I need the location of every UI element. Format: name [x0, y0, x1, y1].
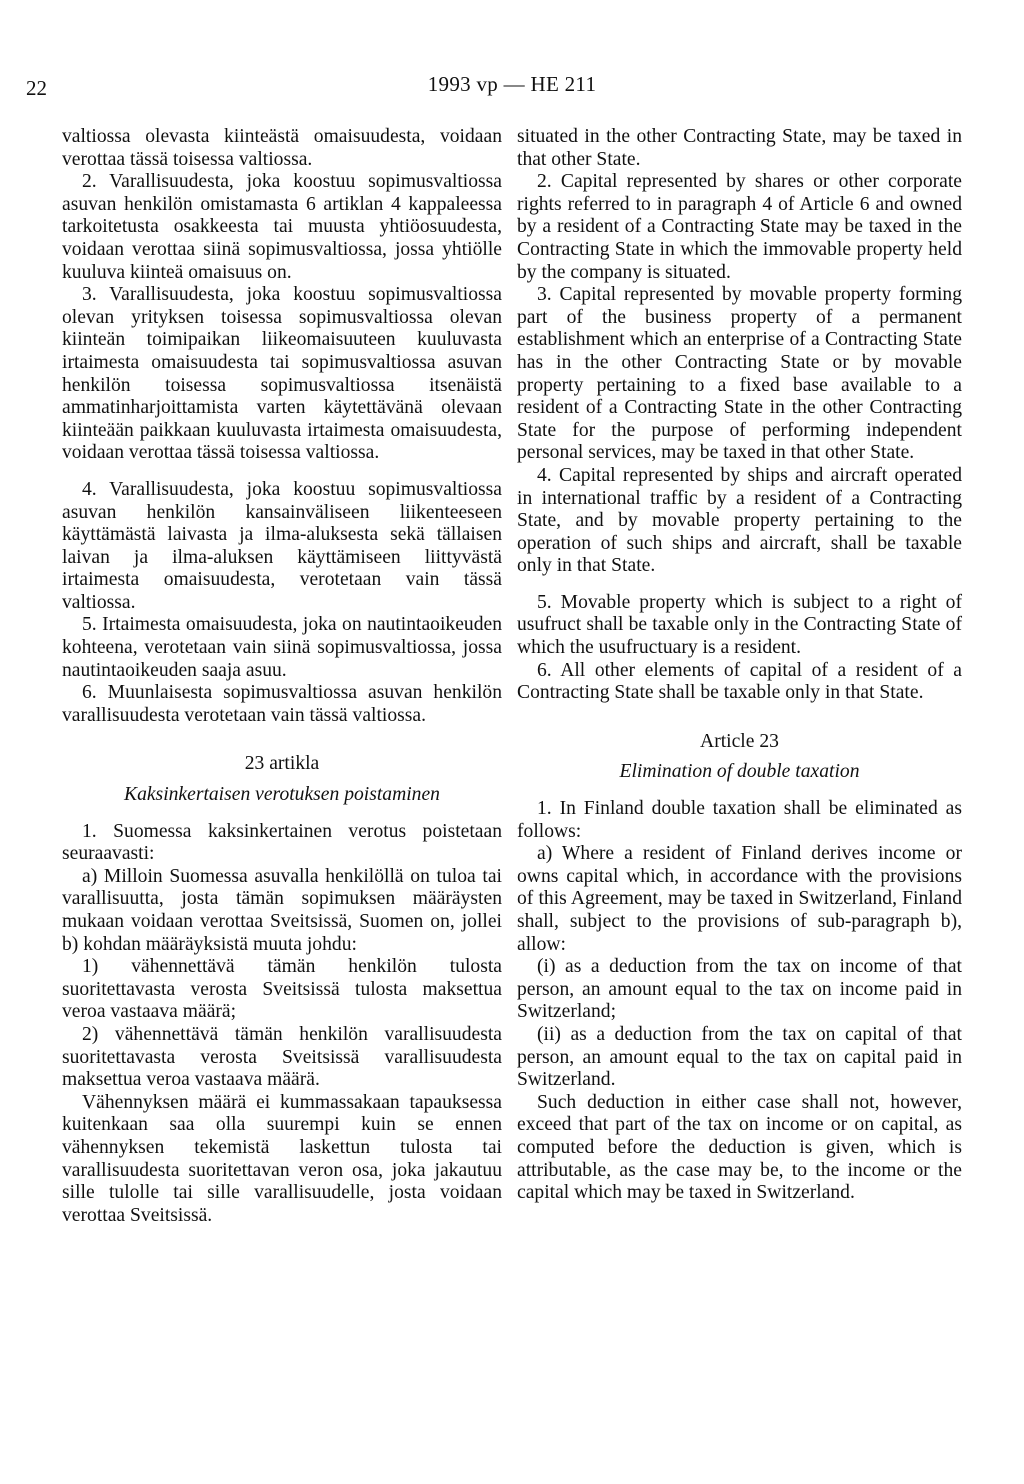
paragraph: (ii) as a deduction from the tax on capital of that person, an amount equal to the tax on capital paid in Switzerland.	[517, 1023, 962, 1091]
page-number: 22	[26, 76, 47, 100]
paragraph: 2) vähennettävä tämän henkilön varallisuudesta suoritettavasta verosta Sveitsissä varallisuudesta maksettua veroa vastaava määrä.	[62, 1023, 502, 1091]
paragraph: 1. Suomessa kaksinkertainen verotus poistetaan seuraavasti:	[62, 820, 502, 865]
paragraph: 3. Varallisuudesta, joka koostuu sopimusvaltiossa olevan yrityksen toisessa sopimusvaltiossa olevan kiinteän toimipaikan liikeomaisuuteen kuuluvasta irtaimesta omaisuudesta tai sopimusvaltiossa asuvan henkilön toisessa sopimusvaltiossa itsenäistä ammatinharjoittamista varten käytettävänä olevaan kiinteään paikkaan kuuluvasta irtaimesta omaisuudesta, voidaan verottaa tässä toisessa valtiossa.	[62, 284, 502, 464]
paragraph: 5. Movable property which is subject to a right of usufruct shall be taxable only in the Contracting State of which the usufructuary is a resident.	[517, 591, 962, 659]
page-header	[0, 72, 1024, 104]
article-heading: 23 artikla	[244, 753, 320, 775]
paragraph: 5. Irtaimesta omaisuudesta, joka on nautintaoikeuden kohteena, verotetaan vain siinä sopimusvaltiossa, jossa nautintaoikeuden saaja asuu.	[62, 614, 502, 681]
paragraph: 6. All other elements of capital of a resident of a Contracting State shall be taxable only in that State.	[517, 659, 962, 704]
paragraph: Such deduction in either case shall not, however, exceed that part of the tax on income or on capital, as computed before the deduction is given, which is attributable, as the case may be, to the income or the capital which may be taxed in Switzerland.	[517, 1091, 962, 1204]
finnish-column	[62, 126, 502, 1227]
english-column	[517, 126, 962, 1205]
paragraph: a) Where a resident of Finland derives income or owns capital which, in accordance with the provisions of this Agreement, may be taxed in Switzerland, Finland shall, subject to the provisions of sub-paragraph b), allow:	[517, 843, 962, 955]
paragraph: 4. Capital represented by ships and aircraft operated in international traffic by a resident of a Contracting State, and by movable property pertaining to the operation of such ships and aircraft, shall be taxable only in that State.	[517, 464, 962, 577]
paragraph: 2. Capital represented by shares or other corporate rights referred to in paragraph 4 of Article 6 and owned by a resident of a Contracting State may be taxed in the Contracting State in which the immovable property held by the company is situated.	[517, 171, 962, 283]
paragraph: 1) vähennettävä tämän henkilön tulosta suoritettavasta verosta Sveitsissä tulosta maksettua veroa vastaava määrä;	[62, 956, 502, 1023]
running-head: 1993 vp — HE 211	[427, 72, 597, 96]
paragraph: a) Milloin Suomessa asuvalla henkilöllä on tuloa tai varallisuutta, josta tämän sopimuksen määräysten mukaan voidaan verottaa Sveitsissä, Suomen on, jollei b) kohdan määräyksistä muuta johdu:	[62, 865, 502, 955]
paragraph: 2. Varallisuudesta, joka koostuu sopimusvaltiossa asuvan henkilön omistamasta 6 artiklan 4 kappaleessa tarkoitetusta osakkeesta tai muusta yhtiöosuudesta, voidaan verottaa siinä sopimusvaltiossa, jossa yhtiölle kuuluva kiinteä omaisuus on.	[62, 171, 502, 283]
article-subheading: Elimination of double taxation	[619, 761, 860, 783]
paragraph: 6. Muunlaisesta sopimusvaltiossa asuvan henkilön varallisuudesta verotetaan vain tässä valtiossa.	[62, 682, 502, 726]
article-subheading: Kaksinkertaisen verotuksen poistaminen	[124, 784, 440, 806]
paragraph: 4. Varallisuudesta, joka koostuu sopimusvaltiossa asuvan henkilön kansainväliseen liikenteeseen käyttämästä laivasta ja ilma-aluksesta sekä tällaisen laivan ja ilma-aluksen käyttämiseen liittyvästä irtaimesta omaisuudesta, verotetaan vain tässä valtiossa.	[62, 478, 502, 613]
paragraph: 3. Capital represented by movable property forming part of the business property of a permanent establishment which an enterprise of a Contracting State has in the other Contracting State or by movable property pertaining to a fixed base available to a resident of a Contracting State in the other Contracting State for the purpose of performing independent personal services, may be taxed in that other State.	[517, 284, 962, 464]
paragraph: (i) as a deduction from the tax on income of that person, an amount equal to the tax on income paid in Switzerland;	[517, 956, 962, 1023]
article-heading: Article 23	[700, 730, 779, 752]
paragraph: 1. In Finland double taxation shall be eliminated as follows:	[517, 798, 962, 842]
paragraph: situated in the other Contracting State, may be taxed in that other State.	[517, 126, 962, 170]
paragraph: valtiossa olevasta kiinteästä omaisuudesta, voidaan verottaa tässä toisessa valtiossa.	[62, 126, 502, 170]
paragraph: Vähennyksen määrä ei kummassakaan tapauksessa kuitenkaan saa olla suurempi kuin se ennen vähennyksen tekemistä laskettun tulosta tai varallisuudesta suoritettavan veron osa, joka jakautuu sille tulolle tai sille varallisuudelle, josta voidaan verottaa Sveitsissä.	[62, 1091, 502, 1226]
